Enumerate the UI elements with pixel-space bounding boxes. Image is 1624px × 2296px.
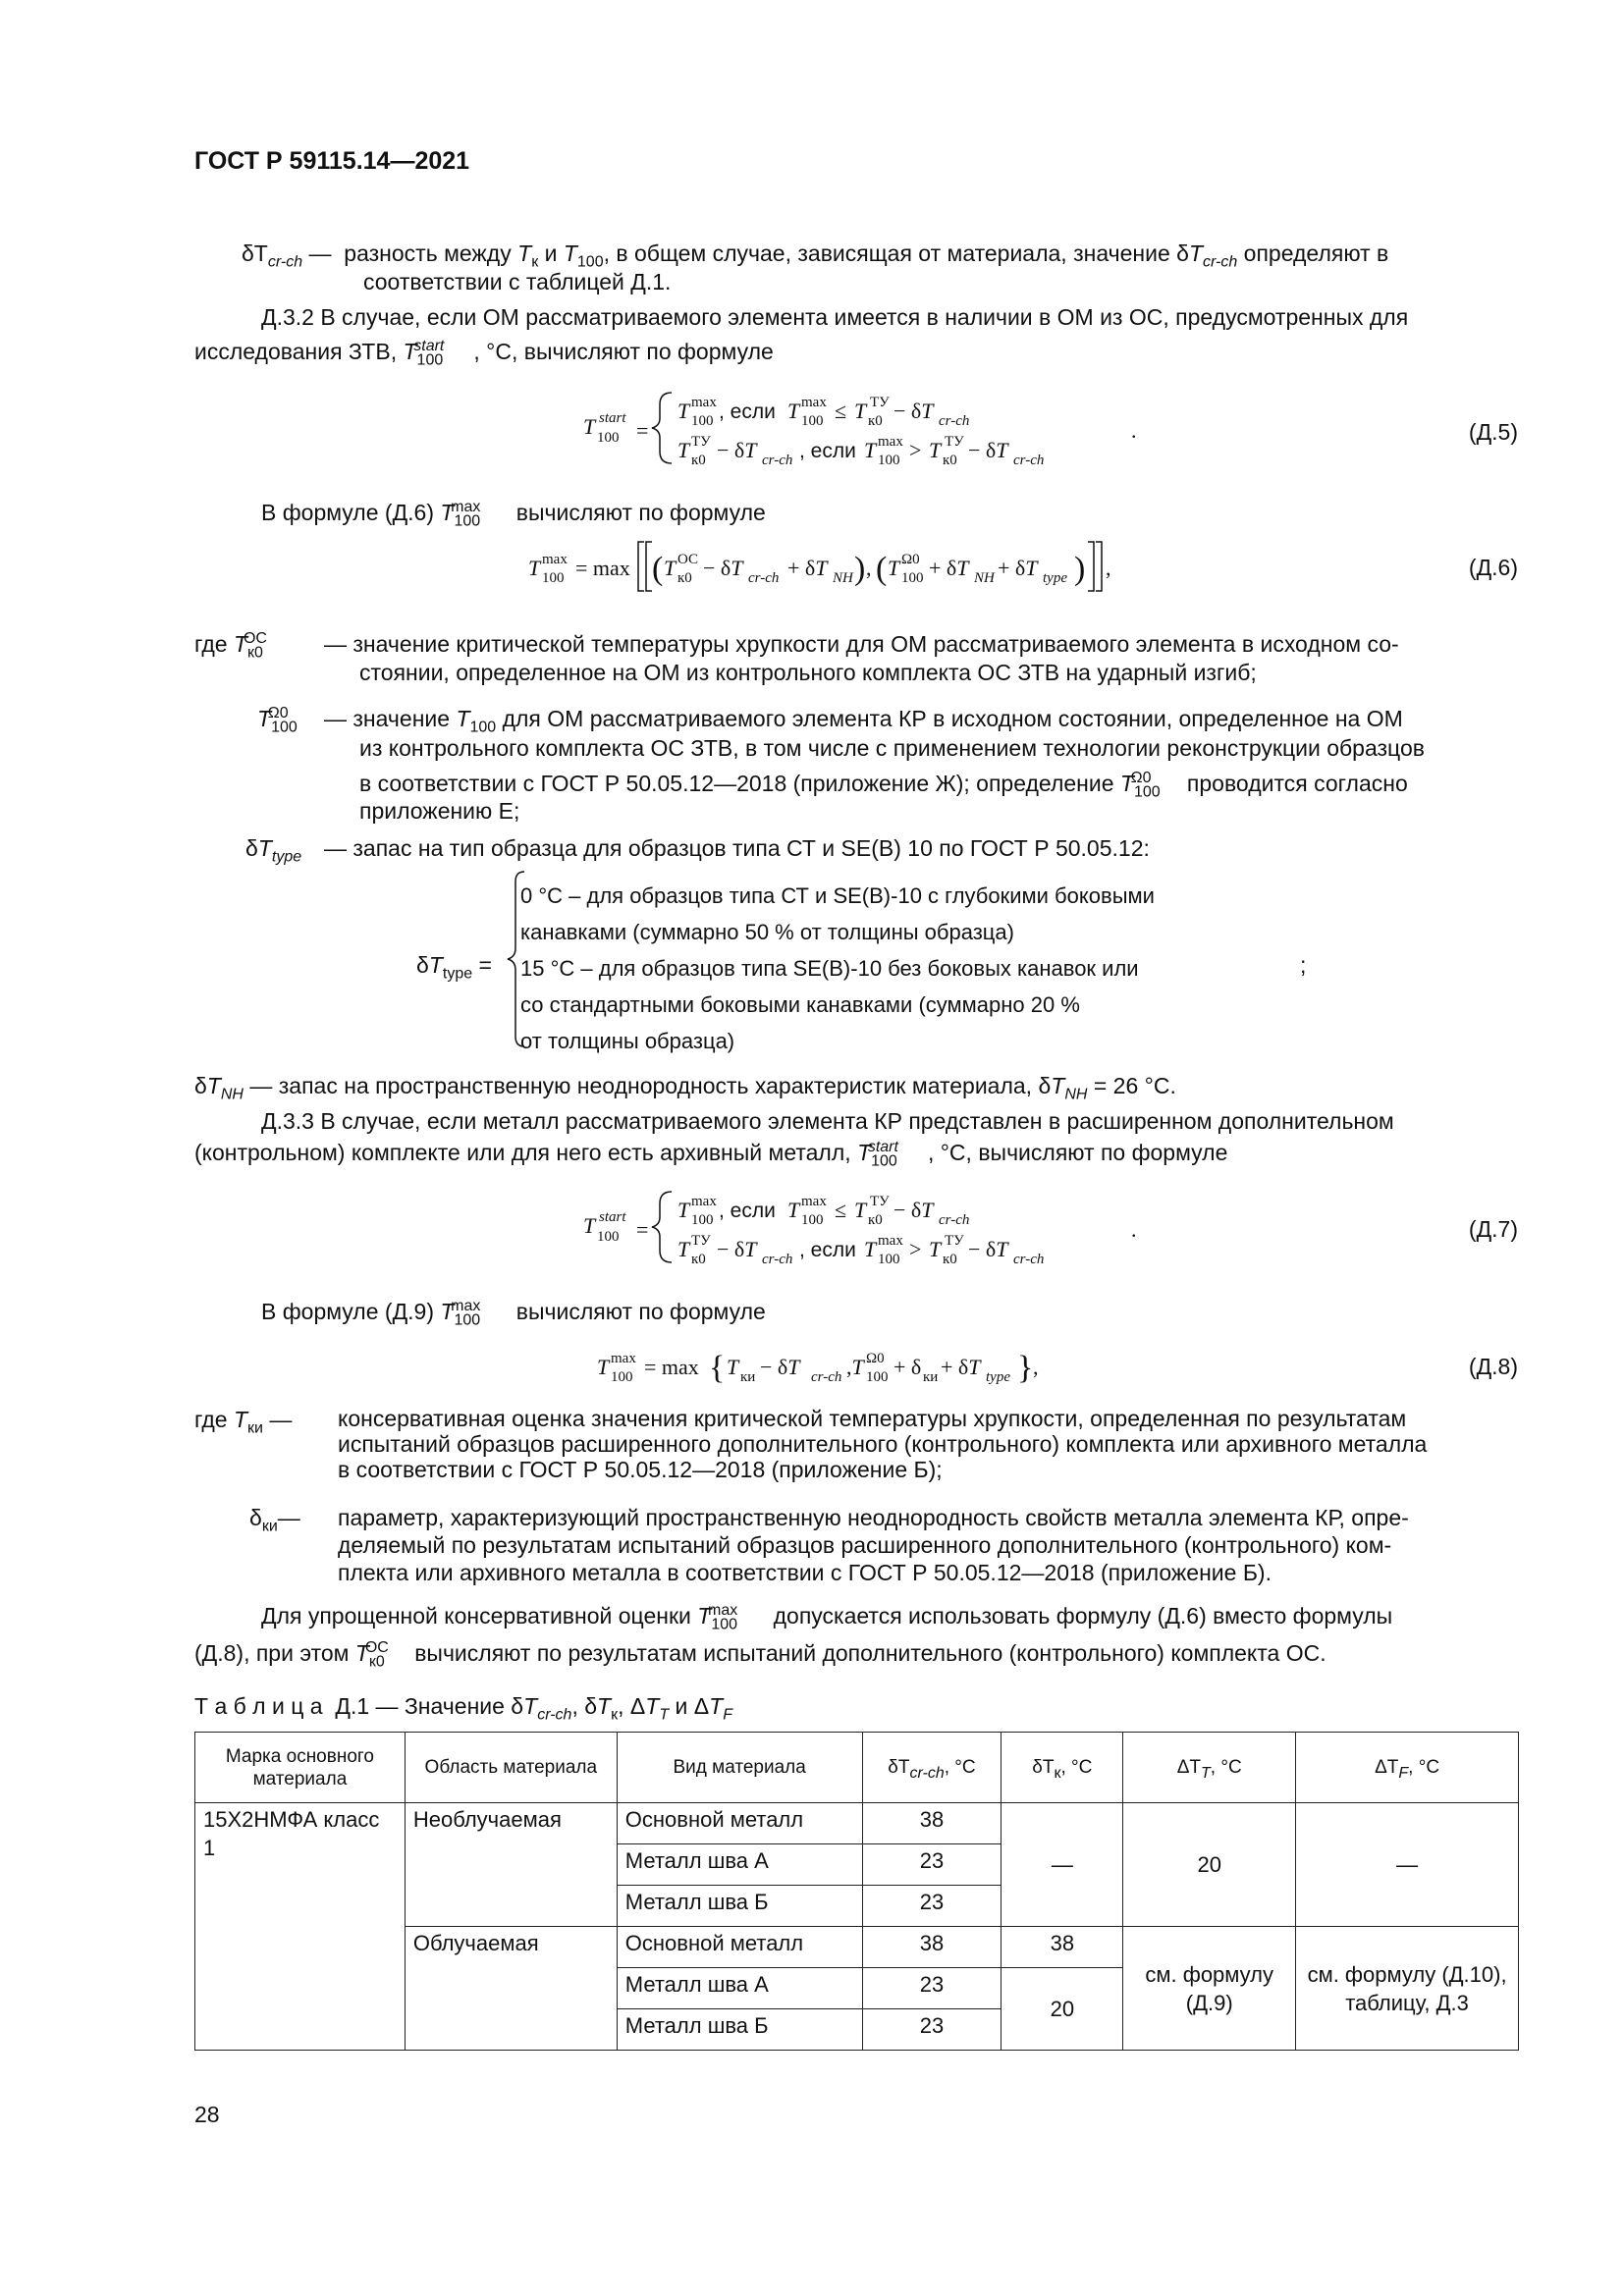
svg-text:− δT: − δT bbox=[893, 399, 934, 423]
cell-dtt-group2: см. формулу (Д.9) bbox=[1123, 1927, 1296, 2051]
svg-text:{: { bbox=[709, 1350, 726, 1386]
svg-text:− δT: − δT bbox=[717, 438, 757, 462]
svg-text:≤: ≤ bbox=[835, 399, 847, 423]
svg-text:к0: к0 bbox=[868, 1212, 883, 1228]
formula-d9-intro: В формуле (Д.9) $T_{100}^{max}$ вычисляют по формуле bbox=[261, 1298, 766, 1329]
svg-text:100: 100 bbox=[691, 413, 714, 429]
svg-text:T: T bbox=[677, 1237, 690, 1261]
svg-text:max: max bbox=[801, 1194, 827, 1209]
svg-text:= max: = max bbox=[644, 1355, 699, 1379]
svg-text:.: . bbox=[1131, 418, 1137, 443]
svg-text:Ω0: Ω0 bbox=[901, 552, 920, 567]
svg-text:+ δ: + δ bbox=[893, 1355, 922, 1379]
svg-text:,: , bbox=[1033, 1355, 1039, 1379]
cell-dtcrch: 23 bbox=[862, 1844, 1001, 1886]
para-d33-line2: (контрольном) комплекте или для него есть архивный металл, $T_{100}^{start}$ , °С, вычисляют по формуле bbox=[194, 1139, 1228, 1170]
svg-text:max: max bbox=[611, 1351, 636, 1366]
cell-dtcrch: 23 bbox=[862, 1968, 1001, 2009]
cell-dtcrch: 38 bbox=[862, 1803, 1001, 1844]
svg-text:T: T bbox=[528, 556, 541, 580]
svg-text:): ) bbox=[854, 551, 866, 587]
cell-dtf-group2: см. формулу (Д.10), таблицу, Д.3 bbox=[1296, 1927, 1519, 2051]
svg-text:100: 100 bbox=[801, 413, 824, 429]
svg-text:max: max bbox=[801, 395, 827, 410]
svg-text:NH: NH bbox=[833, 570, 853, 586]
th-grade: Марка основного материала bbox=[195, 1733, 406, 1803]
para-simplified-1: Для упрощенной консервативной оценки $T_{100}^{max}$ допускается использовать формулу (Д.6) вместо формулы bbox=[261, 1602, 1393, 1633]
svg-text:cr-ch: cr-ch bbox=[748, 570, 780, 586]
def-t100o-4: приложению Е; bbox=[359, 798, 520, 824]
cell-dtk-irr2: 20 bbox=[1001, 1968, 1123, 2051]
svg-text:к0: к0 bbox=[691, 1252, 706, 1267]
document-code: ГОСТ Р 59115.14—2021 bbox=[194, 147, 470, 175]
formula-d7 bbox=[569, 1178, 1159, 1276]
cell-grade: 15Х2НМФА класс 1 bbox=[195, 1803, 406, 2051]
def-dtnh: $\delta T_{NH}$ — запас на пространственную неоднородность характеристик материала, $\delta T_{NH} = 26$ °С. bbox=[194, 1073, 1176, 1103]
svg-text:≤: ≤ bbox=[835, 1198, 847, 1222]
def-dtcrch: $\delta T_{cr-ch}$ — разность между $T_к$ и $T_{100}$, в общем случае, зависящая от материала, значение $\delta T_{cr-ch}$ определяют в bbox=[242, 240, 1389, 271]
svg-text:к0: к0 bbox=[691, 453, 706, 468]
svg-text:ки: ки bbox=[740, 1369, 756, 1385]
svg-text:type: type bbox=[1043, 570, 1067, 586]
svg-text:,: , bbox=[866, 556, 872, 580]
svg-text:T: T bbox=[888, 556, 900, 580]
cell-dtf-group1: — bbox=[1296, 1803, 1519, 1927]
cell-dtk-group1: — bbox=[1001, 1803, 1123, 1927]
formula-d8 bbox=[589, 1335, 1139, 1398]
svg-text:к0: к0 bbox=[868, 413, 883, 429]
svg-text:start: start bbox=[599, 1209, 626, 1225]
svg-text:100: 100 bbox=[542, 570, 565, 586]
svg-text:100: 100 bbox=[691, 1212, 714, 1228]
dttype-cases: 0 °С – для образцов типа СТ и SE(B)-10 с глубокими боковыми канавками (суммарно 50 % от толщины образца) 15 °С – для образцов типа SE(B)-10 без боковых канавок или со стандартными боковыми канавками (суммарно 20 % от толщины образца) bbox=[520, 883, 1155, 1053]
svg-text:T: T bbox=[929, 438, 942, 462]
dki-symbol: $\delta_{ки}—$ bbox=[249, 1505, 300, 1535]
svg-text:=: = bbox=[636, 1217, 649, 1242]
def-t100o-3: в соответствии с ГОСТ Р 50.05.12—2018 (приложение Ж); определение $T_{100}^{\Omega 0}$ проводится согласно bbox=[359, 770, 1408, 801]
svg-text:100: 100 bbox=[801, 1212, 824, 1228]
svg-text:ТУ: ТУ bbox=[945, 434, 964, 450]
formula-d8-label: (Д.8) bbox=[1468, 1354, 1518, 1379]
table-row bbox=[195, 1803, 1519, 1844]
svg-text:max: max bbox=[542, 552, 568, 567]
svg-text:cr-ch: cr-ch bbox=[1013, 1252, 1045, 1267]
svg-text:к0: к0 bbox=[943, 453, 957, 468]
para-d32-line1: Д.3.2 В случае, если ОМ рассматриваемого элемента имеется в наличии в ОМ из ОС, предусмотренных для bbox=[261, 304, 1409, 330]
svg-text:T: T bbox=[787, 1198, 800, 1222]
values-table bbox=[194, 1732, 1519, 2051]
svg-text:T: T bbox=[727, 1355, 739, 1379]
svg-text:T: T bbox=[677, 438, 690, 462]
svg-text:cr-ch: cr-ch bbox=[939, 413, 970, 429]
svg-text:100: 100 bbox=[901, 570, 924, 586]
svg-text:cr-ch: cr-ch bbox=[762, 1252, 793, 1267]
cell-area-unirradiated: Необлучаемая bbox=[405, 1803, 617, 1927]
svg-text:T: T bbox=[583, 414, 596, 439]
page-number: 28 bbox=[194, 2102, 220, 2127]
svg-text:ки: ки bbox=[923, 1369, 939, 1385]
svg-text:, если: , если bbox=[719, 400, 776, 423]
def-t100o-2: из контрольного комплекта ОС ЗТВ, в том числе с применением технологии реконструкции образцов bbox=[359, 735, 1425, 761]
svg-text:ОС: ОС bbox=[677, 552, 699, 567]
where-label-2: где $T_{ки}$ — bbox=[194, 1407, 293, 1437]
table-header-row bbox=[195, 1733, 1519, 1803]
def-dki: параметр, характеризующий пространственную неоднородность свойств металла элемента КР, опре- деляемый по результатам испытаний образцов расширенного дополнительного (контрольного) ком- плекта или архивного металла в соответствии с ГОСТ Р 50.05.12—2018 (приложение Б). bbox=[338, 1505, 1409, 1585]
svg-text:100: 100 bbox=[878, 1252, 900, 1267]
svg-text:max: max bbox=[878, 434, 903, 450]
svg-text:,T: ,T bbox=[846, 1355, 864, 1379]
svg-text:T: T bbox=[597, 1355, 610, 1379]
svg-text:.: . bbox=[1131, 1217, 1137, 1242]
svg-text:T: T bbox=[664, 556, 677, 580]
cell-dtcrch: 23 bbox=[862, 1886, 1001, 1927]
para-d33-line1: Д.3.3 В случае, если металл рассматриваемого элемента КР представлен в расширенном дополнительном bbox=[261, 1108, 1394, 1134]
svg-text:cr-ch: cr-ch bbox=[762, 453, 793, 468]
svg-text:100: 100 bbox=[866, 1369, 889, 1385]
svg-text:cr-ch: cr-ch bbox=[1013, 453, 1045, 468]
cell-kind: Металл шва Б bbox=[617, 1886, 862, 1927]
svg-text:): ) bbox=[1074, 551, 1086, 587]
svg-text:}: } bbox=[1017, 1350, 1034, 1386]
svg-text:(: ( bbox=[876, 551, 888, 587]
para-d32-line2: исследования ЗТВ, $T_{100}^{start}$ , °С, вычисляют по формуле bbox=[194, 338, 774, 369]
cell-dtk-irr1: 38 bbox=[1001, 1927, 1123, 1968]
th-area: Область материала bbox=[405, 1733, 617, 1803]
svg-text:>: > bbox=[909, 438, 922, 462]
svg-text:T: T bbox=[929, 1237, 942, 1261]
formula-d6-intro: В формуле (Д.6) $T_{100}^{max}$ вычисляют по формуле bbox=[261, 499, 766, 530]
svg-text:type: type bbox=[986, 1369, 1010, 1385]
svg-text:T: T bbox=[864, 438, 877, 462]
def-dttype: — запас на тип образца для образцов типа СТ и SE(B) 10 по ГОСТ Р 50.05.12: bbox=[324, 835, 1150, 861]
svg-text:>: > bbox=[909, 1237, 922, 1261]
svg-text:ТУ: ТУ bbox=[945, 1233, 964, 1249]
def-tki: консервативная оценка значения критической температуры хрупкости, определенная по результатам испытаний образцов расширенного дополнительного (контрольного) комплекта или архивного металла в соответствии с ГОСТ Р 50.05.12—2018 (приложение Б); bbox=[338, 1406, 1428, 1482]
formula-d6 bbox=[520, 536, 1208, 599]
t100o-symbol: $T_{100}^{\Omega 0}$ bbox=[257, 705, 298, 736]
svg-text:Ω0: Ω0 bbox=[866, 1351, 885, 1366]
dttype-lhs: $\delta T_{type}$ = bbox=[416, 952, 492, 983]
svg-text:(: ( bbox=[652, 551, 664, 587]
svg-text:= max: = max bbox=[575, 556, 630, 580]
cell-kind: Основной металл bbox=[617, 1927, 862, 1968]
svg-text:cr-ch: cr-ch bbox=[811, 1369, 842, 1385]
formula-d5-label: (Д.5) bbox=[1468, 419, 1518, 445]
th-dtk: $\delta T_к$, °С bbox=[1001, 1733, 1123, 1803]
svg-text:100: 100 bbox=[878, 453, 900, 468]
svg-text:T: T bbox=[864, 1237, 877, 1261]
svg-text:NH: NH bbox=[974, 570, 995, 586]
svg-text:100: 100 bbox=[611, 1369, 633, 1385]
svg-text:ТУ: ТУ bbox=[691, 1233, 711, 1249]
svg-text:T: T bbox=[677, 1198, 690, 1222]
svg-text:T: T bbox=[677, 399, 690, 423]
svg-text:ТУ: ТУ bbox=[870, 1194, 890, 1209]
svg-text:100: 100 bbox=[597, 1229, 620, 1245]
svg-text:T: T bbox=[854, 399, 867, 423]
th-dtcrch: $\delta T_{cr-ch}$, °С bbox=[862, 1733, 1001, 1803]
para-simplified-2: (Д.8), при этом $T_{к0}^{ОС}$ вычисляют по результатам испытаний дополнительного (контрольного) комплекта ОС. bbox=[194, 1639, 1326, 1671]
cell-kind: Металл шва А bbox=[617, 1844, 862, 1886]
svg-text:− δT: − δT bbox=[968, 1237, 1008, 1261]
svg-text:start: start bbox=[599, 410, 626, 426]
svg-text:ТУ: ТУ bbox=[870, 395, 890, 410]
formula-d6-label: (Д.6) bbox=[1468, 555, 1518, 580]
svg-text:cr-ch: cr-ch bbox=[939, 1212, 970, 1228]
table-caption: Т а б л и ц а Д.1 — Значение $\delta T_{cr-ch}$, $\delta T_к$, $\Delta T_T$ и $\Delta T_F$ bbox=[194, 1693, 732, 1724]
cell-area-irradiated: Облучаемая bbox=[405, 1927, 617, 2051]
svg-text:T: T bbox=[583, 1213, 596, 1238]
cell-dtt-group1: 20 bbox=[1123, 1803, 1296, 1927]
svg-text:,: , bbox=[1106, 556, 1111, 580]
svg-text:+ δT: + δT bbox=[929, 556, 969, 580]
svg-text:− δT: − δT bbox=[703, 556, 743, 580]
cell-dtcrch: 23 bbox=[862, 2009, 1001, 2051]
svg-text:=: = bbox=[636, 418, 649, 443]
svg-text:max: max bbox=[691, 1194, 717, 1209]
cell-kind: Металл шва Б bbox=[617, 2009, 862, 2051]
th-dtt: $\Delta T_T$, °С bbox=[1123, 1733, 1296, 1803]
def-tk0oc-1: — значение критической температуры хрупкости для ОМ рассматриваемого элемента в исходном со- bbox=[324, 631, 1399, 657]
dttype-semicolon: ; bbox=[1300, 952, 1307, 978]
svg-text:T: T bbox=[787, 399, 800, 423]
where-label-1: где $T_{к0}^{ОС}$ bbox=[194, 630, 267, 662]
svg-text:, если: , если bbox=[799, 440, 856, 462]
svg-text:T: T bbox=[854, 1198, 867, 1222]
svg-text:100: 100 bbox=[597, 430, 620, 446]
def-tk0oc-2: стоянии, определенное на ОМ из контрольного комплекта ОС ЗТВ на ударный изгиб; bbox=[359, 660, 1257, 685]
def-dtcrch-cont: соответствии с таблицей Д.1. bbox=[363, 269, 672, 294]
cell-dtcrch: 38 bbox=[862, 1927, 1001, 1968]
svg-text:max: max bbox=[691, 395, 717, 410]
th-kind: Вид материала bbox=[617, 1733, 862, 1803]
svg-text:к0: к0 bbox=[943, 1252, 957, 1267]
formula-d7-label: (Д.7) bbox=[1468, 1216, 1518, 1242]
def-t100o-1: — значение $T_{100}$ для ОМ рассматриваемого элемента КР в исходном состоянии, определенное на ОМ bbox=[324, 706, 1403, 736]
svg-text:− δT: − δT bbox=[717, 1237, 757, 1261]
svg-text:max: max bbox=[878, 1233, 903, 1249]
svg-text:к0: к0 bbox=[677, 570, 692, 586]
svg-text:, если: , если bbox=[799, 1239, 856, 1261]
svg-text:+ δT: + δT bbox=[787, 556, 828, 580]
svg-text:ТУ: ТУ bbox=[691, 434, 711, 450]
cell-kind: Металл шва А bbox=[617, 1968, 862, 2009]
svg-text:, если: , если bbox=[719, 1200, 776, 1222]
svg-text:+ δT: + δT bbox=[998, 556, 1038, 580]
cell-kind: Основной металл bbox=[617, 1803, 862, 1844]
svg-text:+ δT: + δT bbox=[941, 1355, 981, 1379]
dttype-symbol: $\delta T_{type}$ bbox=[245, 835, 302, 866]
svg-text:− δT: − δT bbox=[968, 438, 1008, 462]
th-dtf: $\Delta T_F$, °С bbox=[1296, 1733, 1519, 1803]
formula-d5 bbox=[569, 379, 1159, 477]
svg-text:− δT: − δT bbox=[760, 1355, 800, 1379]
svg-text:− δT: − δT bbox=[893, 1198, 934, 1222]
